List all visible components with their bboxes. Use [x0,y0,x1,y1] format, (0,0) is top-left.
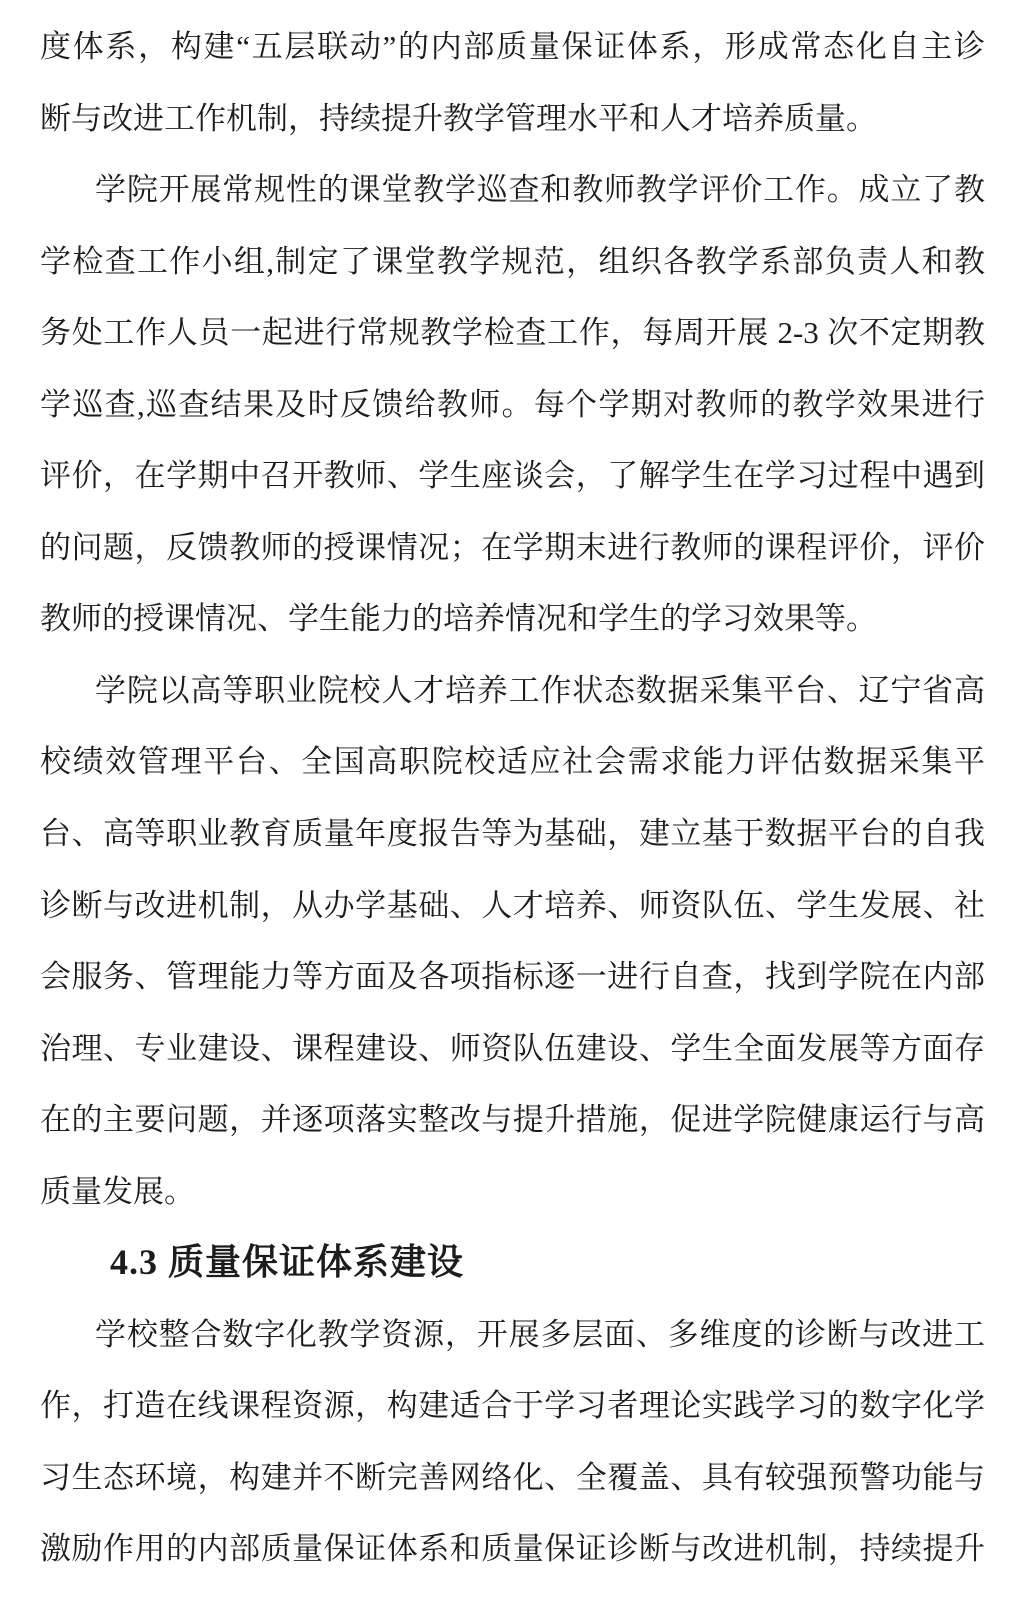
text-line: 激励作用的内部质量保证体系和质量保证诊断与改进机制，持续提升 [40,1531,985,1567]
text-line: 教师的授课情况、学生能力的培养情况和学生的学习效果等。 [40,601,877,637]
text-line: 学院开展常规性的课堂教学巡查和教师教学评价工作。成立了教 [95,172,985,208]
text-line: 务处工作人员一起进行常规教学检查工作，每周开展 2-3 次不定期教 [40,315,985,351]
text-line: 校绩效管理平台、全国高职院校适应社会需求能力评估数据采集平 [40,744,985,780]
text-line: 学院以高等职业院校人才培养工作状态数据采集平台、辽宁省高 [95,672,985,708]
text-line: 学巡查,巡查结果及时反馈给教师。每个学期对教师的教学效果进行 [40,386,985,422]
text-line: 会服务、管理能力等方面及各项指标逐一进行自查，找到学院在内部 [40,959,985,995]
text-line: 台、高等职业教育质量年度报告等为基础，建立基于数据平台的自我 [40,816,985,852]
text-line: 在的主要问题，并逐项落实整改与提升措施，促进学院健康运行与高 [40,1102,985,1138]
text-line: 质量发展。 [40,1173,195,1209]
section-heading: 4.3 质量保证体系建设 [110,1242,465,1283]
text-line: 习生态环境，构建并不断完善网络化、全覆盖、具有较强预警功能与 [40,1459,985,1495]
text-line: 学检查工作小组,制定了课堂教学规范，组织各教学系部负责人和教 [40,243,985,279]
text-line: 度体系，构建“五层联动”的内部质量保证体系，形成常态化自主诊 [40,29,985,64]
text-line: 的问题，反馈教师的授课情况；在学期末进行教师的课程评价，评价 [40,529,985,565]
text-line: 治理、专业建设、课程建设、师资队伍建设、学生全面发展等方面存 [40,1030,985,1066]
text-line: 学校整合数字化教学资源，开展多层面、多维度的诊断与改进工 [95,1316,985,1352]
text-line: 作，打造在线课程资源，构建适合于学习者理论实践学习的数字化学 [40,1388,985,1424]
text-line: 诊断与改进机制，从办学基础、人才培养、师资队伍、学生发展、社 [40,887,985,923]
text-line: 断与改进工作机制，持续提升教学管理水平和人才培养质量。 [40,100,877,136]
text-line: 评价，在学期中召开教师、学生座谈会，了解学生在学习过程中遇到 [40,458,985,494]
